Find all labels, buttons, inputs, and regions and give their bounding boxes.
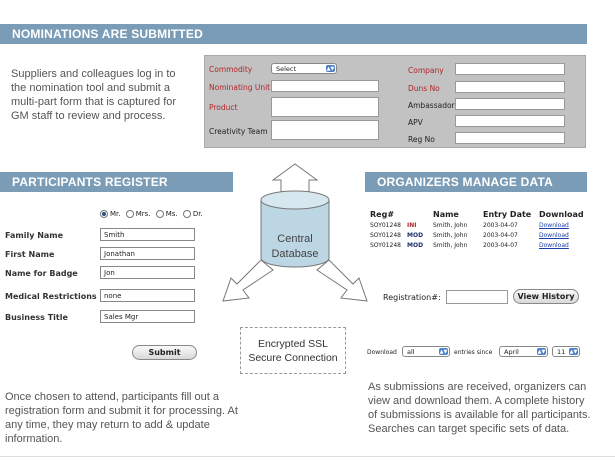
- title-radio-group: [100, 210, 203, 218]
- nominations-title: NOMINATIONS ARE SUBMITTED: [12, 27, 203, 41]
- col-reg: Reg#: [370, 210, 395, 219]
- radio-selected-icon: [100, 210, 108, 218]
- submit-button[interactable]: Submit: [132, 345, 197, 360]
- arrow-down-right-icon: [317, 260, 367, 301]
- row-reg: SOY01248: [370, 242, 401, 249]
- family-name-label: Family Name: [5, 231, 64, 240]
- entries-since-label: entries since: [454, 349, 493, 356]
- commodity-select-value: Select: [276, 64, 297, 73]
- organizers-banner: [365, 172, 587, 192]
- row-download-link[interactable]: Download: [539, 242, 569, 249]
- family-name-input[interactable]: Smith: [100, 228, 195, 241]
- radio-empty-icon: [126, 210, 134, 218]
- chevron-updown-icon: ▲▼: [439, 348, 448, 355]
- row-reg: SOY01248: [370, 232, 401, 239]
- first-name-label: First Name: [5, 250, 55, 259]
- reg-no-input[interactable]: [455, 132, 565, 144]
- company-input[interactable]: [455, 63, 565, 75]
- creativity-team-label: Creativity Team: [209, 127, 268, 136]
- commodity-label: Commodity: [209, 65, 253, 74]
- row-download-link[interactable]: Download: [539, 222, 569, 229]
- radio-mr[interactable]: [100, 210, 121, 218]
- nominations-banner: [0, 24, 587, 44]
- row-name: Smith, John: [433, 232, 468, 239]
- central-database-label: Central Database: [271, 233, 319, 260]
- duns-label: Duns No: [408, 84, 440, 93]
- row-name: Smith, John: [433, 222, 468, 229]
- bottom-divider: [0, 456, 615, 457]
- radio-mr-label: Mr.: [110, 210, 121, 218]
- radio-ms-label: Ms.: [165, 210, 178, 218]
- radio-dr[interactable]: [183, 210, 203, 218]
- nominating-unit-input[interactable]: [271, 80, 379, 92]
- row-tag: MOD: [407, 242, 424, 249]
- day-select-value: 11: [557, 347, 566, 356]
- organizers-title: ORGANIZERS MANAGE DATA: [377, 175, 553, 189]
- radio-mrs[interactable]: [126, 210, 151, 218]
- participants-title: PARTICIPANTS REGISTER: [12, 175, 168, 189]
- reg-no-label: Reg No: [408, 135, 435, 144]
- download-type-select[interactable]: [402, 346, 450, 357]
- creativity-team-input[interactable]: [271, 120, 379, 140]
- medical-restrictions-label: Medical Restrictions: [5, 292, 97, 301]
- submissions-table: [370, 210, 590, 251]
- ambassador-label: Ambassador: [408, 101, 455, 110]
- download-filter-label: Download: [367, 349, 397, 356]
- badge-name-label: Name for Badge: [5, 269, 78, 278]
- col-download: Download: [539, 210, 584, 219]
- view-history-button[interactable]: View History: [513, 289, 579, 304]
- row-date: 2003-04-07: [483, 222, 518, 229]
- table-row: [370, 241, 590, 251]
- radio-empty-icon: [183, 210, 191, 218]
- month-select-value: April: [504, 347, 519, 356]
- business-title-input[interactable]: Sales Mgr: [100, 310, 195, 323]
- nomination-form-panel: [204, 55, 586, 148]
- first-name-input[interactable]: Jonathan: [100, 247, 195, 260]
- radio-ms[interactable]: [156, 210, 178, 218]
- organizers-description: As submissions are received, organizers can view and download them. A complete history of submissions is available for all participants. Searches can target specific sets of data.: [368, 381, 591, 435]
- ssl-connection-label: Encrypted SSL Secure Connection: [248, 337, 338, 364]
- download-type-value: all: [407, 347, 415, 356]
- business-title-label: Business Title: [5, 313, 68, 322]
- row-date: 2003-04-07: [483, 232, 518, 239]
- participants-banner: [0, 172, 233, 192]
- row-date: 2003-04-07: [483, 242, 518, 249]
- chevron-updown-icon: ▲▼: [569, 348, 578, 355]
- row-tag: MOD: [407, 232, 424, 239]
- table-header-row: [370, 210, 590, 221]
- product-label: Product: [209, 103, 238, 112]
- col-name: Name: [433, 210, 459, 219]
- nominations-description: Suppliers and colleagues log in to the nomination tool and submit a multi-part form that is captured for GM staff to review and process.: [11, 68, 177, 122]
- row-tag: INI: [407, 222, 417, 229]
- chevron-updown-icon: ▲▼: [537, 348, 546, 355]
- ambassador-input[interactable]: [455, 98, 565, 110]
- day-select[interactable]: [552, 346, 580, 357]
- radio-dr-label: Dr.: [192, 210, 203, 218]
- row-reg: SOY01248: [370, 222, 401, 229]
- badge-name-input[interactable]: Jon: [100, 266, 195, 279]
- company-label: Company: [408, 66, 444, 75]
- radio-mrs-label: Mrs.: [135, 210, 151, 218]
- apv-input[interactable]: [455, 115, 565, 127]
- duns-input[interactable]: [455, 81, 565, 93]
- table-row: [370, 221, 590, 231]
- ssl-connection-box: [240, 327, 346, 374]
- participants-description: Once chosen to attend, participants fill out a registration form and submit it for processing. At any time, they may return to add & update information.: [5, 391, 238, 445]
- col-entry-date: Entry Date: [483, 210, 532, 219]
- row-download-link[interactable]: Download: [539, 232, 569, 239]
- row-name: Smith, John: [433, 242, 468, 249]
- table-row: [370, 231, 590, 241]
- product-input[interactable]: [271, 97, 379, 117]
- apv-label: APV: [408, 118, 423, 127]
- arrow-down-left-icon: [223, 260, 273, 301]
- commodity-select[interactable]: [271, 63, 337, 74]
- registration-search-input[interactable]: [446, 290, 508, 304]
- chevron-updown-icon: ▲▼: [326, 65, 335, 72]
- month-select[interactable]: [499, 346, 548, 357]
- medical-restrictions-input[interactable]: none: [100, 289, 195, 302]
- radio-empty-icon: [156, 210, 164, 218]
- registration-search-label: Registration#:: [383, 293, 441, 302]
- nominating-unit-label: Nominating Unit: [209, 83, 271, 92]
